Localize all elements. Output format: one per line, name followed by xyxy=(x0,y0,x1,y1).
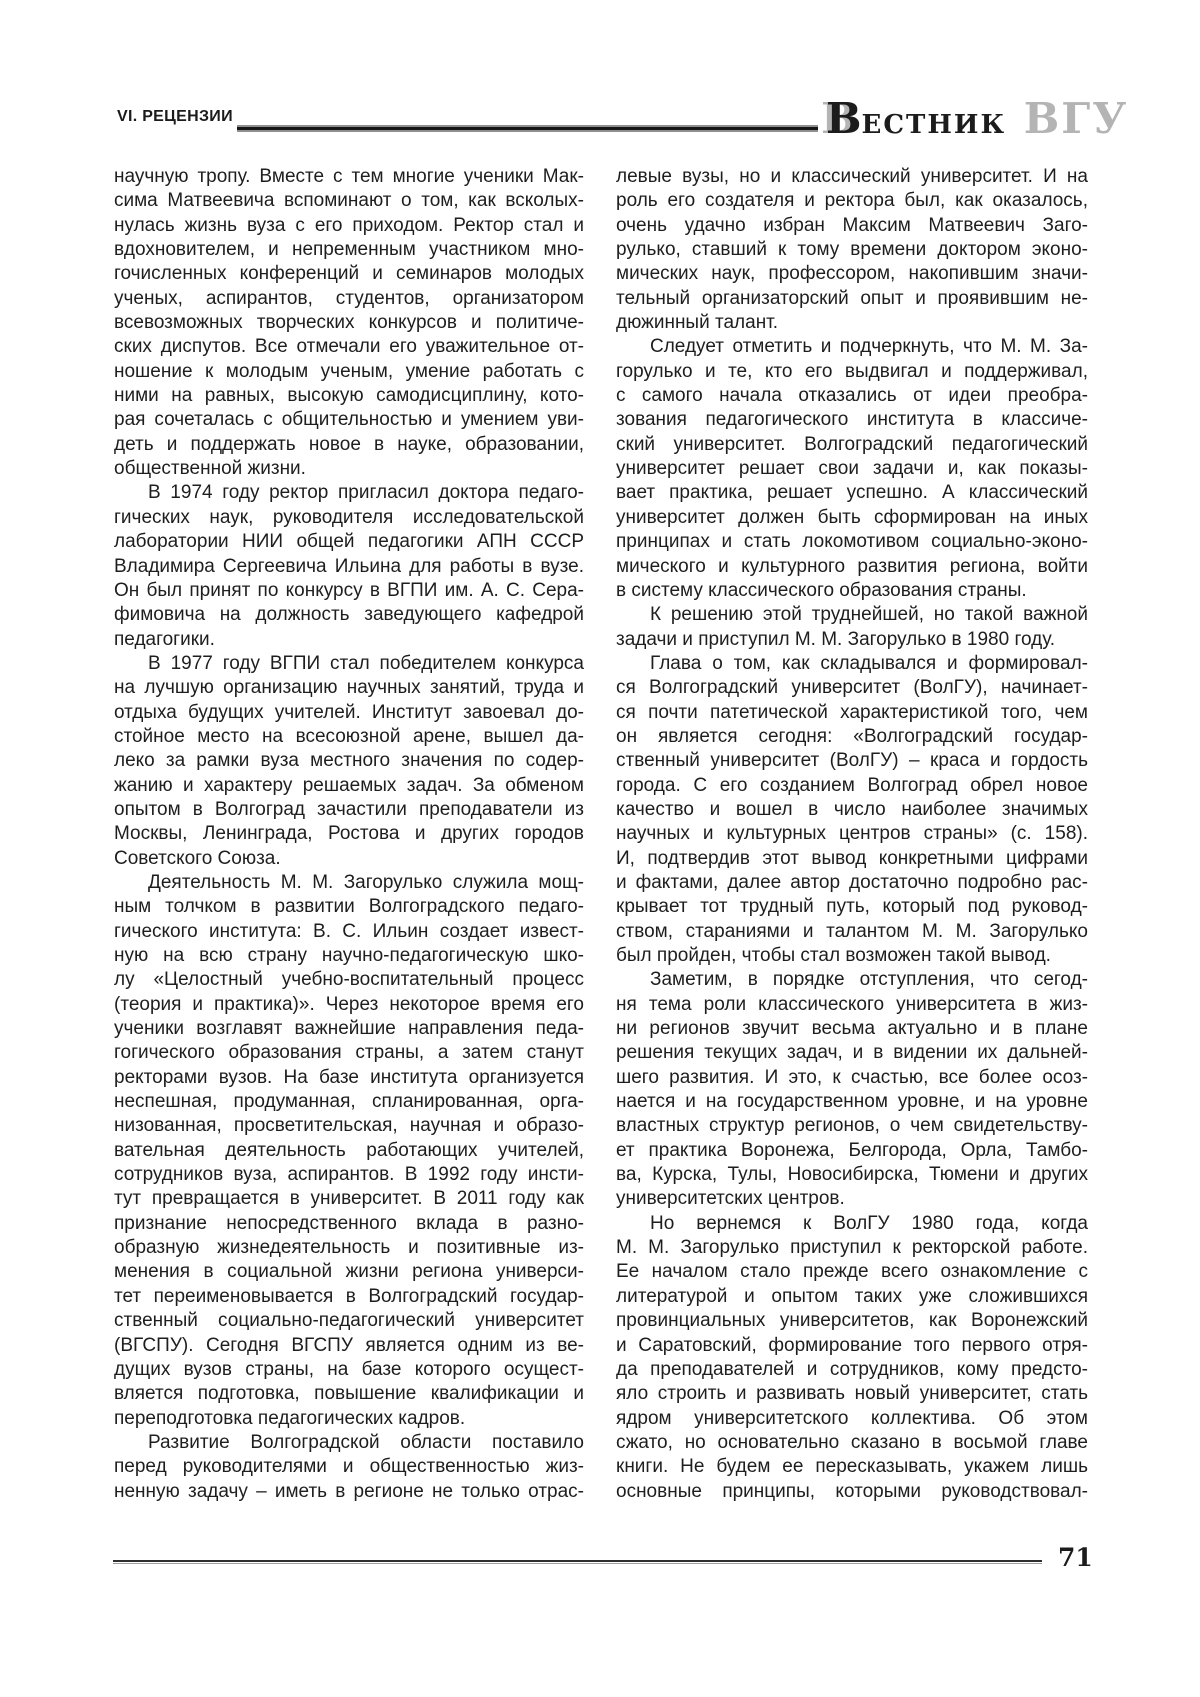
text-line: ственный социально-педагогический университет xyxy=(114,1310,584,1332)
text-line: гических наук, руководителя исследовательской xyxy=(114,506,584,528)
journal-logo-word: ЕСТНИК xyxy=(861,110,1007,140)
text-line: университет решает свои задачи и, как показы- xyxy=(616,458,1088,480)
text-line: М. М. Загорулько приступил к ректорской работе. xyxy=(616,1237,1088,1259)
text-line: и Саратовский, формирование того первого отря- xyxy=(616,1334,1088,1356)
text-line: левые вузы, но и классический университет. И на xyxy=(616,166,1088,187)
text-line: ся Волгоградский университет (ВолГУ), начинает- xyxy=(616,677,1088,699)
text-line: города. С его созданием Волгоград обрел новое xyxy=(616,774,1088,796)
text-line: вляется подготовка, повышение квалификации и xyxy=(114,1383,584,1405)
text-line: научную тропу. Вместе с тем многие ученики Мак- xyxy=(114,166,584,187)
text-line: сотрудников вуза, аспирантов. В 1992 году инсти- xyxy=(114,1164,584,1186)
page-number: 71 xyxy=(1058,1543,1093,1572)
text-line: ством, стараниями и талантом М. М. Загорулько xyxy=(616,920,1088,942)
text-line: гочисленных конференций и семинаров молодых xyxy=(114,263,584,285)
text-line: университет должен быть сформирован на иных xyxy=(616,506,1088,528)
text-line: леко за рамки вуза местного значения по содер- xyxy=(114,750,584,772)
text-line: ученых, аспирантов, студентов, организатором xyxy=(114,287,584,309)
text-line: сима Матвеевича вспоминают о том, как всколых- xyxy=(114,190,584,212)
text-line: и фактами, далее автор достаточно подробно рас- xyxy=(616,871,1088,893)
text-line: литературой и опытом таких уже сложившихся xyxy=(616,1285,1088,1307)
text-line: властных структур регионов, о чем свидетельству- xyxy=(616,1115,1088,1137)
text-line: Развитие Волгоградской области поставило xyxy=(148,1431,584,1453)
text-line: качество и вошел в число наиболее значимых xyxy=(616,798,1088,820)
text-line: вательная деятельность работающих учителей, xyxy=(114,1139,584,1161)
text-line: фимовича на должность заведующего кафедрой xyxy=(114,604,584,626)
journal-logo-initial: В xyxy=(826,94,862,143)
text-line: вает практика, решает успешно. А классический xyxy=(616,482,1088,504)
text-line: лаборатории НИИ общей педагогики АПН СССР xyxy=(114,531,584,553)
journal-logo xyxy=(826,94,1129,150)
text-line: Москвы, Ленинграда, Ростова и других городов xyxy=(114,823,584,845)
text-line: нается и на государственном уровне, и на уровне xyxy=(616,1091,1088,1113)
text-line: он является сегодня: «Волгоградский государ- xyxy=(616,725,1088,747)
text-line: перед руководителями и общественностью жиз- xyxy=(114,1456,584,1478)
footer-divider-rule xyxy=(113,1560,1042,1564)
text-line: менения в социальной жизни региона универси- xyxy=(114,1261,584,1283)
text-line: опытом в Волгоград зачастили преподаватели из xyxy=(114,798,584,820)
text-line: педагогики. xyxy=(114,628,215,650)
text-line: К решению этой труднейшей, но такой важной xyxy=(650,604,1088,626)
text-line: жанию и характеру решаемых задач. За обменом xyxy=(114,774,584,796)
column-right xyxy=(616,165,1088,1504)
text-line: ненную задачу – иметь в регионе не только отрас- xyxy=(114,1480,584,1502)
text-line: ни регионов звучит весьма актуально и в плане xyxy=(616,1018,1088,1040)
text-line: основные принципы, которыми руководствовал- xyxy=(616,1480,1088,1502)
text-line: зования педагогического института в классиче- xyxy=(616,409,1088,431)
text-line: горулько и те, кто его выдвигал и поддерживал, xyxy=(616,360,1088,382)
text-line: неспешная, продуманная, спланированная, орга- xyxy=(114,1091,584,1113)
text-line: университетских центров. xyxy=(616,1188,845,1210)
text-line: тут превращается в университет. В 2011 году как xyxy=(114,1188,584,1210)
text-line: ня тема роли классического университета в жиз- xyxy=(616,993,1088,1015)
text-line: образную жизнедеятельность и позитивные из- xyxy=(114,1237,584,1259)
text-line: гического института: В. С. Ильин создает извест- xyxy=(114,920,584,942)
text-line: низованная, просветительская, научная и образо- xyxy=(114,1115,584,1137)
text-line: задачи и приступил М. М. Загорулько в 1980 году. xyxy=(616,628,1056,650)
section-heading: VI. РЕЦЕНЗИИ xyxy=(117,108,233,125)
text-line: мических наук, профессором, накопившим значи- xyxy=(616,263,1088,285)
text-line: яло строить и развивать новый университет, стать xyxy=(616,1383,1088,1405)
text-line: мического и культурного развития региона, войти xyxy=(616,555,1088,577)
text-line: лу «Целостный учебно-воспитательный процесс xyxy=(114,969,584,991)
text-line: ними на равных, высокую самодисциплину, кото- xyxy=(114,385,584,407)
text-line: В 1977 году ВГПИ стал победителем конкурса xyxy=(148,652,584,674)
text-line: стойное место на всесоюзной арене, вышел да- xyxy=(114,725,584,747)
text-line: ректорами вузов. На базе института организуется xyxy=(114,1066,584,1088)
text-line: ет практика Воронежа, Белгорода, Орла, Тамбо- xyxy=(616,1139,1088,1161)
text-line: (ВГСПУ). Сегодня ВГСПУ является одним из ве- xyxy=(114,1334,584,1356)
text-line: Ее началом стало прежде всего ознакомление с xyxy=(616,1261,1088,1283)
text-line: Заметим, в порядке отступления, что сегод- xyxy=(650,969,1088,991)
text-line: деть и поддержать новое в науке, образовании, xyxy=(114,433,584,455)
column-left xyxy=(114,165,584,1504)
text-line: ских диспутов. Все отмечали его уважительное от- xyxy=(114,336,584,358)
text-line: провинциальных университетов, как Воронежский xyxy=(616,1310,1088,1332)
text-line: в систему классического образования страны. xyxy=(616,579,1027,601)
text-line: рая сочеталась с общительностью и умением уви- xyxy=(114,409,584,431)
header-divider-rule xyxy=(237,125,818,132)
text-line: тет переименовывается в Волгоградский государ- xyxy=(114,1285,584,1307)
text-line: шего развития. И это, к счастью, все более осоз- xyxy=(616,1066,1088,1088)
text-line: книги. Не будем ее пересказывать, укажем лишь xyxy=(616,1456,1088,1478)
text-line: рулько, ставший к тому времени доктором эконо- xyxy=(616,239,1088,261)
text-line: с самого начала отказались от идеи преобра- xyxy=(616,385,1088,407)
text-line: крывает тот трудный путь, который под руковод- xyxy=(616,896,1088,918)
text-line: И, подтвердив этот вывод конкретными цифрами xyxy=(616,847,1088,869)
text-line: нулась жизнь вуза с его приходом. Ректор стал и xyxy=(114,214,584,236)
text-line: ственный университет (ВолГУ) – краса и гордость xyxy=(616,750,1088,772)
journal-logo-suffix: ВГУ xyxy=(1023,94,1129,143)
text-line: Владимира Сергеевича Ильина для работы в вузе. xyxy=(114,555,584,577)
text-line: дущих вузов страны, на базе которого осущест- xyxy=(114,1358,584,1380)
text-line: отдыха будущих учителей. Институт завоевал до- xyxy=(114,701,584,723)
text-line: Глава о том, как складывался и формировал- xyxy=(650,652,1088,674)
text-line: ношение к молодым ученым, умение работать с xyxy=(114,360,584,382)
text-line: дюжинный талант. xyxy=(616,312,779,334)
text-line: признание непосредственного вклада в разно- xyxy=(114,1212,584,1234)
text-line: ученики возглавят важнейшие направления педа- xyxy=(114,1018,584,1040)
text-line: на лучшую организацию научных занятий, труда и xyxy=(114,677,584,699)
text-line: общественной жизни. xyxy=(114,458,306,480)
text-line: роль его создателя и ректора был, как оказалось, xyxy=(616,190,1088,212)
text-line: принципах и стать локомотивом социально-эконо- xyxy=(616,531,1088,553)
text-line: ным толчком в развитии Волгоградского педаго- xyxy=(114,896,584,918)
text-line: ядром университетского коллектива. Об этом xyxy=(616,1407,1088,1429)
text-line: ский университет. Волгоградский педагогический xyxy=(616,433,1088,455)
text-line: В 1974 году ректор пригласил доктора педаго- xyxy=(148,482,584,504)
text-line: Советского Союза. xyxy=(114,847,281,869)
text-line: был пройден, чтобы стал возможен такой вывод. xyxy=(616,945,1051,966)
text-line: переподготовка педагогических кадров. xyxy=(114,1407,466,1429)
text-line: всевозможных творческих конкурсов и политиче- xyxy=(114,312,584,334)
text-line: Но вернемся к ВолГУ 1980 года, когда xyxy=(650,1212,1088,1234)
text-line: ва, Курска, Тулы, Новосибирска, Тюмени и других xyxy=(616,1164,1088,1186)
text-line: научных и культурных центров страны» (с. 158). xyxy=(616,823,1088,845)
text-line: Следует отметить и подчеркнуть, что М. М. За- xyxy=(650,336,1088,358)
text-line: Он был принят по конкурсу в ВГПИ им. А. С. Сера- xyxy=(114,579,584,601)
text-line: ную на всю страну научно-педагогическую шко- xyxy=(114,945,584,966)
text-line: гогического образования страны, а затем станут xyxy=(114,1042,584,1064)
text-line: очень удачно избран Максим Матвеевич Заго- xyxy=(616,214,1088,236)
text-line: сжато, но основательно сказано в восьмой главе xyxy=(616,1431,1088,1453)
text-line: решения текущих задач, и в видении их дальней- xyxy=(616,1042,1088,1064)
text-line: да преподавателей и сотрудников, кому предсто- xyxy=(616,1358,1088,1380)
text-line: вдохновителем, и непременным участником мно- xyxy=(114,239,584,261)
text-line: (теория и практика)». Через некоторое время его xyxy=(114,993,584,1015)
text-line: ся почти патетической характеристикой того, чем xyxy=(616,701,1088,723)
text-line: Деятельность М. М. Загорулько служила мощ- xyxy=(148,871,584,893)
text-line: тельный организаторский опыт и проявившим не- xyxy=(616,287,1088,309)
